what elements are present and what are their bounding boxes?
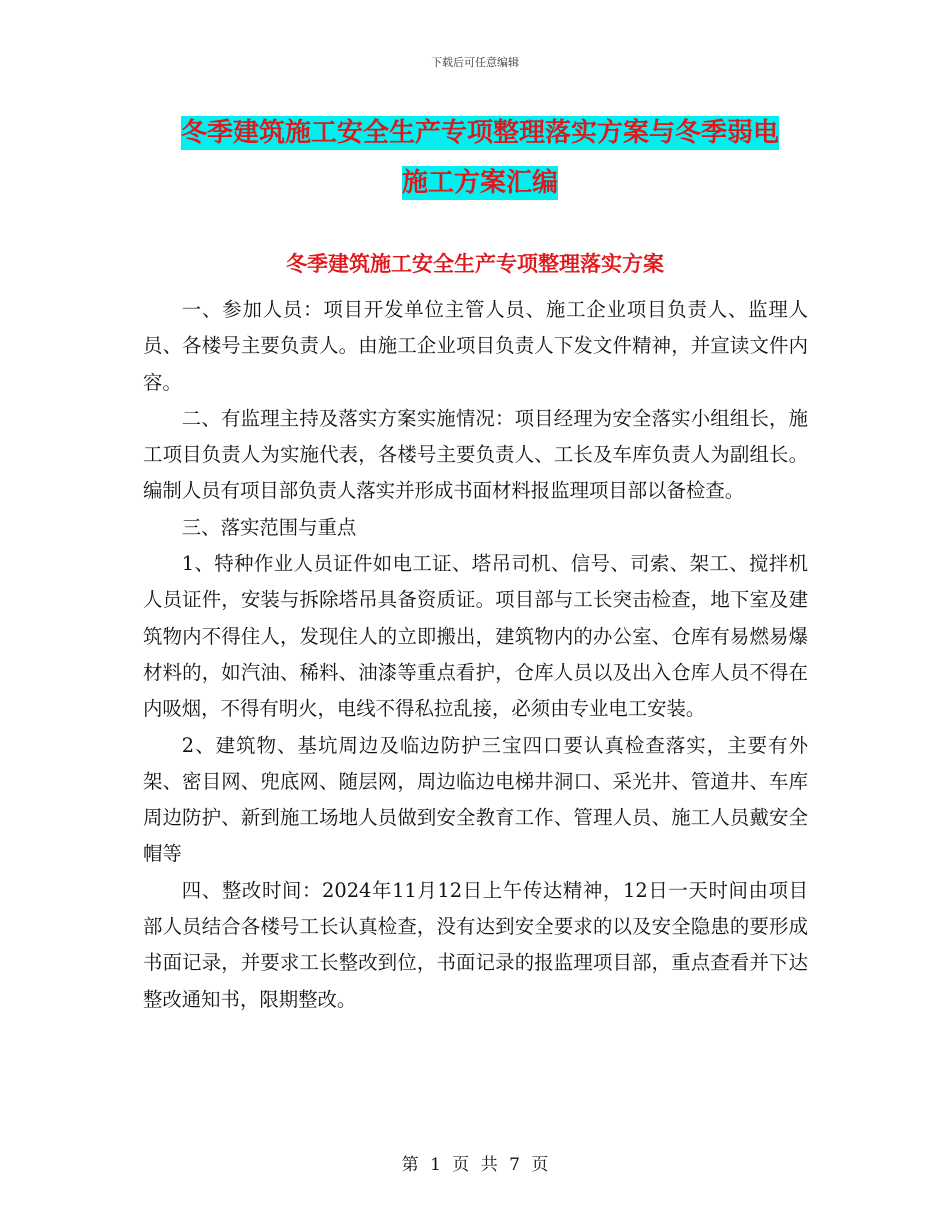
paragraph-participants: 一、参加人员：项目开发单位主管人员、施工企业项目负责人、监理人员、各楼号主要负责人。由施工企业项目负责人下发文件精神，并宣读文件内容。 (143, 298, 808, 394)
body-text (143, 292, 808, 1018)
section-title: 冬季建筑施工安全生产专项整理落实方案 (286, 251, 664, 276)
document-title-line-2: 施工方案汇编 (401, 168, 558, 198)
paragraph-item-1: 1、特种作业人员证件如电工证、塔吊司机、信号、司索、架工、搅拌机人员证件，安装与拆除塔吊具备资质证。项目部与工长突击检查，地下室及建筑物内不得住人，发现住人的立即搬出，建筑物内的办公室、仓库有易燃易爆材料的，如汽油、稀料、油漆等重点看护，仓库人员以及出入仓库人员不得在内吸烟，不得有明火，电线不得私拉乱接，必须由专业电工安装。 (143, 552, 808, 721)
document-title (140, 108, 820, 208)
paragraph-supervision: 二、有监理主持及落实方案实施情况：项目经理为安全落实小组组长，施工项目负责人为实施代表，各楼号主要负责人、工长及车库负责人为副组长。编制人员有项目部负责人落实并形成书面材料报监理项目部以备检查。 (143, 406, 808, 503)
paragraph-item-2: 2、建筑物、基坑周边及临边防护三宝四口要认真检查落实，主要有外架、密目网、兜底网、随层网，周边临边电梯井洞口、采光井、管道井、车库周边防护、新到施工场地人员做到安全教育工作、管理人员、施工人员戴安全帽等 (143, 733, 808, 866)
document-title-line-1: 冬季建筑施工安全生产专项整理落实方案与冬季弱电 (180, 118, 779, 148)
page-footer: 第 1 页 共 7 页 (401, 1155, 549, 1175)
header-note: 下载后可任意编辑 (431, 56, 519, 69)
paragraph-scope-heading: 三、落实范围与重点 (181, 515, 357, 539)
paragraph-rectification-time: 四、整改时间：2024年11月12日上午传达精神，12日一天时间由项目部人员结合各楼号工长认真检查，没有达到安全要求的以及安全隐患的要形成书面记录，并要求工长整改到位，书面记录的报监理项目部，重点查看并下达整改通知书，限期整改。 (143, 878, 808, 1011)
